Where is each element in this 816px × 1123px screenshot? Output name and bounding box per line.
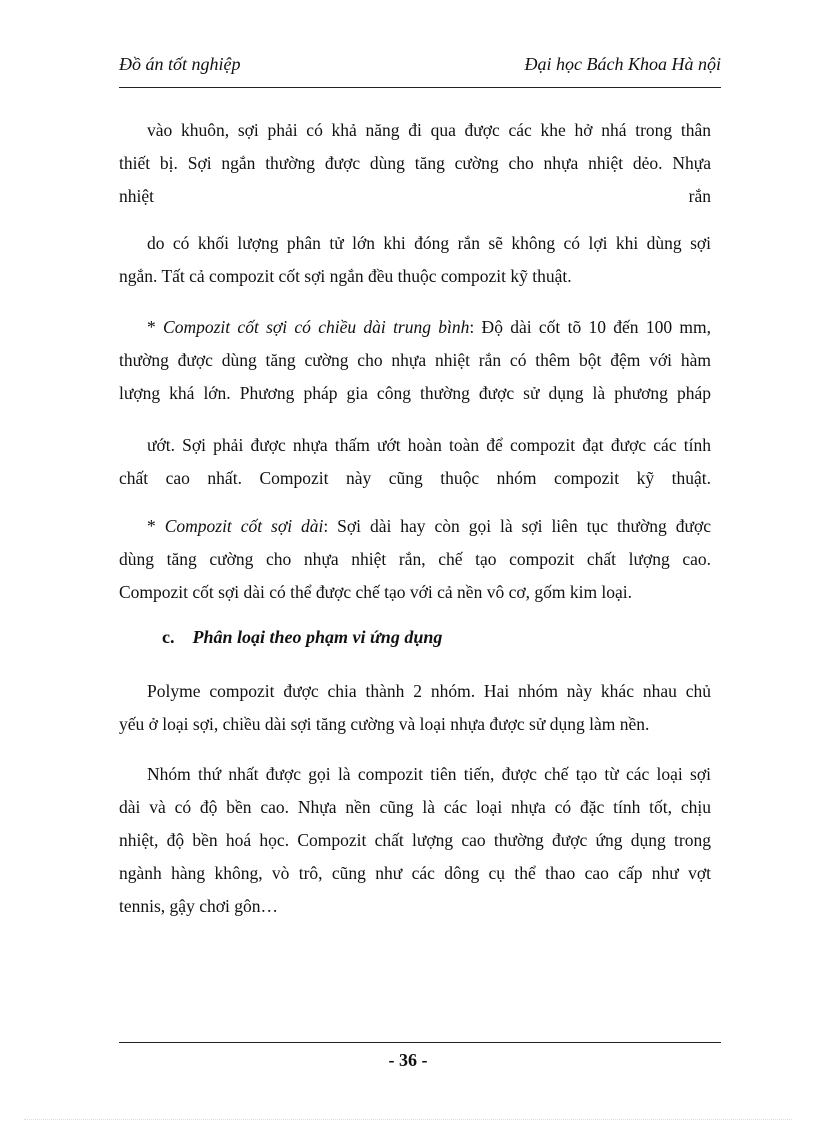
page-number: - 36 - [388, 1050, 428, 1070]
header-right-title: Đại học Bách Khoa Hà nội [524, 54, 721, 74]
text-line: dài và có độ bền cao. Nhựa nền cũng là các loại nhựa có đặc tính tốt, chịu [119, 797, 711, 817]
paragraph-1-cont [119, 147, 711, 213]
text-line: tennis, gậy chơi gôn… [119, 896, 278, 916]
bullet-mark: * [147, 516, 165, 536]
paragraph-3 [147, 311, 711, 344]
bullet-mark: * [147, 317, 164, 337]
text-line: lượng khá lớn. Phương pháp gia công thường được sử dụng là phương pháp [119, 383, 711, 403]
text-fragment: : Sợi dài hay còn gọi là sợi liên tục thường được [323, 516, 711, 536]
paragraph-5-cont [119, 543, 711, 609]
text-line: ngắn. Tất cả compozit cốt sợi ngắn đều thuộc compozit kỹ thuật. [119, 266, 572, 286]
header-rule [119, 87, 721, 88]
text-word: rắn [688, 186, 711, 206]
paragraph-4-cont [119, 462, 711, 495]
term-italic: Compozit cốt sợi dài [164, 516, 324, 536]
text-line [147, 311, 711, 344]
paragraph-6 [147, 675, 711, 708]
text-word: nhiệt [119, 186, 154, 206]
text-line-split [119, 180, 711, 213]
paragraph-2 [147, 227, 711, 260]
section-marker: c. [162, 627, 175, 647]
header-left-title: Đồ án tốt nghiệp [119, 54, 241, 74]
text-line: Nhóm thứ nhất được gọi là compozit tiên tiến, được chế tạo từ các loại sợi [147, 764, 711, 784]
text-fragment: : Độ dài cốt tõ 10 đến 100 mm, [469, 317, 711, 337]
text-line: yếu ở loại sợi, chiều dài sợi tăng cường và loại nhựa được sử dụng làm nền. [119, 714, 650, 734]
text-line: dùng tăng cường cho nhựa nhiệt rắn, chế tạo compozit chất lượng cao. [119, 549, 711, 569]
term-italic: Compozit cốt sợi có chiều dài trung bình [163, 317, 470, 337]
text-line: do có khối lượng phân tử lớn khi đóng rắn sẽ không có lợi khi dùng sợi [147, 233, 711, 253]
paragraph-3-cont [119, 344, 711, 410]
section-heading [162, 627, 442, 648]
text-line: vào khuôn, sợi phải có khả năng đi qua được các khe hở nhá trong thân [147, 120, 711, 140]
text-line: thường được dùng tăng cường cho nhựa nhiệt rắn có thêm bột đệm với hàm [119, 350, 711, 370]
paragraph-7-cont [119, 791, 711, 923]
text-line: nhiệt, độ bền hoá học. Compozit chất lượng cao thường được ứng dụng trong [119, 830, 711, 850]
paragraph-7 [147, 758, 711, 791]
text-line: ướt. Sợi phải được nhựa thấm ướt hoàn toàn để compozit đạt được các tính [147, 435, 711, 455]
text-line: thiết bị. Sợi ngắn thường được dùng tăng cường cho nhựa nhiệt dẻo. Nhựa [119, 153, 711, 173]
paragraph-5 [147, 510, 711, 543]
text-line: Compozit cốt sợi dài có thể được chế tạo với cả nền vô cơ, gốm kim loại. [119, 582, 633, 602]
page-edge-divider [24, 1119, 792, 1120]
paragraph-1 [147, 114, 711, 147]
text-line [147, 510, 711, 543]
section-title: Phân loại theo phạm vi ứng dụng [192, 627, 443, 647]
text-line: Polyme compozit được chia thành 2 nhóm. Hai nhóm này khác nhau chủ [147, 681, 711, 701]
paragraph-2-cont [119, 260, 711, 293]
paragraph-6-cont [119, 708, 711, 741]
text-line: chất cao nhất. Compozit này cũng thuộc nhóm compozit kỹ thuật. [119, 468, 711, 488]
page-header [119, 50, 721, 80]
paragraph-4 [147, 429, 711, 462]
footer-rule [119, 1042, 721, 1043]
text-line: ngành hàng không, vò trô, cũng như các dông cụ thể thao cao cấp như vợt [119, 863, 711, 883]
